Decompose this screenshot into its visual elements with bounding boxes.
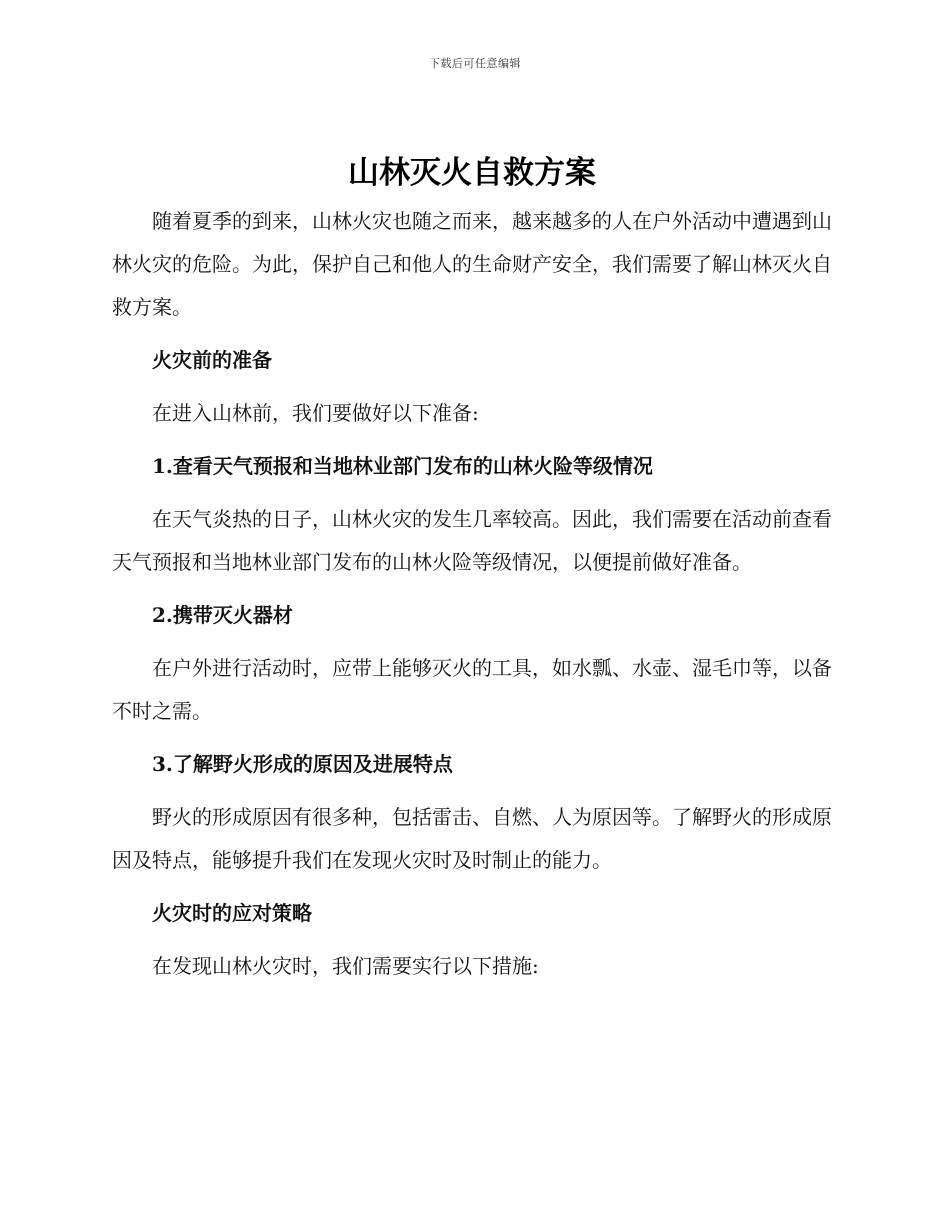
item-body-equipment: 在户外进行活动时，应带上能够灭火的工具，如水瓢、水壶、湿毛巾等，以备不时之需。 (112, 656, 832, 723)
document-title: 山林灭火自救方案 (348, 155, 596, 191)
section-heading-during-fire: 火灾时的应对策略 (152, 901, 312, 925)
item-heading-equipment: 2.携带灭火器材 (152, 603, 293, 627)
intro-paragraph: 随着夏季的到来，山林火灾也随之而来，越来越多的人在户外活动中遭遇到山林火灾的危险。为此，保护自己和他人的生命财产安全，我们需要了解山林灭火自救方案。 (112, 209, 832, 319)
item-heading-wildfire-causes: 3.了解野火形成的原因及进展特点 (152, 752, 453, 776)
section-heading-before-fire: 火灾前的准备 (152, 348, 272, 372)
item-body-weather: 在天气炎热的日子，山林火灾的发生几率较高。因此，我们需要在活动前查看天气预报和当地林业部门发布的山林火险等级情况，以便提前做好准备。 (112, 507, 832, 574)
section-lead-during-fire: 在发现山林火灾时，我们需要实行以下措施: (152, 954, 539, 978)
document-body (112, 150, 832, 988)
section-lead-before-fire: 在进入山林前，我们要做好以下准备: (152, 401, 479, 425)
item-body-wildfire-causes: 野火的形成原因有很多种，包括雷击、自燃、人为原因等。了解野火的形成原因及特点，能够提升我们在发现火灾时及时制止的能力。 (112, 805, 832, 872)
header-note: 下载后可任意编辑 (429, 57, 521, 70)
item-heading-weather: 1.查看天气预报和当地林业部门发布的山林火险等级情况 (152, 454, 653, 478)
